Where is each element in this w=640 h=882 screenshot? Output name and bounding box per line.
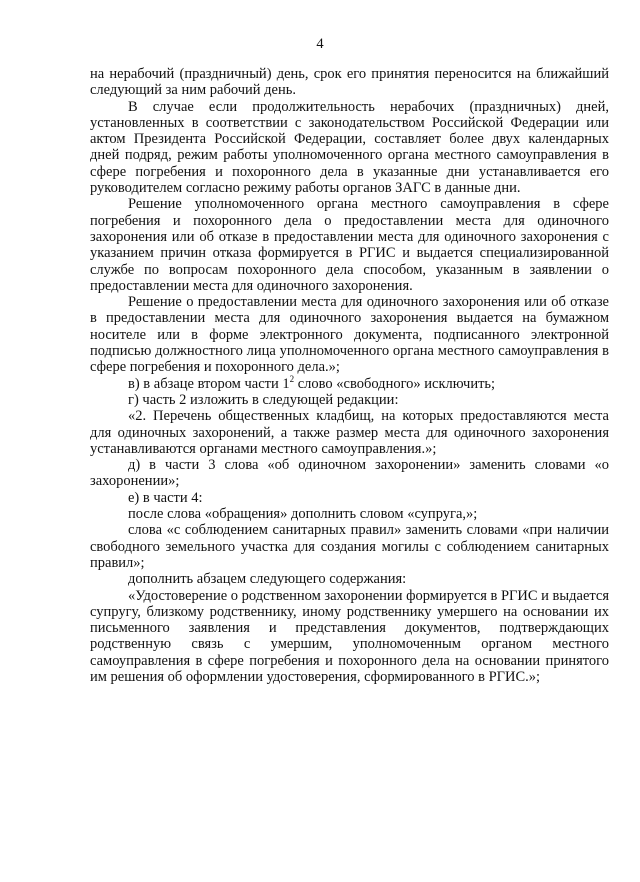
paragraph-3: Решение уполномоченного органа местного самоуправления в сфере погребения и похоронного дела о предоставлении места для одиночного захоронения или об отказе в предоставлении места для одиночного захоронения с указанием причин отказа формируется в РГИС и выдается специализированной службе по вопросам похоронного дела способом, указанным в заявлении о предоставлении места для одиночного захоронения. — [90, 196, 609, 294]
paragraph-5 — [90, 373, 609, 392]
paragraph-4: Решение о предоставлении места для одиночного захоронения или об отказе в предоставлении места для одиночного захоронения выдается на бумажном носителе или в форме электронного документа, подписанного электронной подписью должностного лица уполномоченного органа местного самоуправления в сфере погребения и похоронного дела.»; — [90, 294, 609, 376]
paragraph-10: после слова «обращения» дополнить словом «супруга,»; — [128, 506, 478, 523]
paragraph-8: д) в части 3 слова «об одиночном захоронении» заменить словами «о захоронении»; — [90, 457, 609, 490]
paragraph-12: дополнить абзацем следующего содержания: — [128, 571, 407, 588]
paragraph-9: е) в части 4: — [128, 489, 203, 506]
superscript: 2 — [289, 373, 295, 384]
paragraph-11: слова «с соблюдением санитарных правил» заменить словами «при наличии свободного земельного участка для создания могилы с соблюдением санитарных правил»; — [90, 522, 609, 571]
paragraph-5-text-end: слово «свободного» исключить; — [294, 375, 496, 392]
page-number: 4 — [316, 36, 324, 52]
paragraph-1: на нерабочий (праздничный) день, срок его принятия переносится на ближайший следующий за ним рабочий день. — [90, 66, 609, 99]
paragraph-13: «Удостоверение о родственном захоронении формируется в РГИС и выдается супругу, близкому родственнику, иному родственнику умершего на основании их письменного заявления и представления документов, подтверждающих родственную связь с умершим, уполномоченным органом местного самоуправления в сфере погребения и похоронного дела на основании принятого им решения об оформлении удостоверения, сформированного в РГИС.»; — [90, 587, 610, 685]
document-body — [90, 66, 609, 685]
paragraph-5-text: в) в абзаце втором части 1 — [128, 375, 290, 392]
paragraph-7: «2. Перечень общественных кладбищ, на которых предоставляются места для одиночных захоронений, а также размер места для одиночного захоронения устанавливаются органами местного самоуправления.»; — [90, 408, 609, 457]
paragraph-6: г) часть 2 изложить в следующей редакции: — [128, 391, 399, 408]
paragraph-2: В случае если продолжительность нерабочих (праздничных) дней, установленных в соответствии с законодательством Российской Федерации или актом Президента Российской Федерации, составляет более двух календарных дней подряд, режим работы уполномоченного органа местного самоуправления в сфере погребения и похоронного дела в указанные дни устанавливается его руководителем согласно режиму работы органов ЗАГС в данные дни. — [90, 98, 609, 197]
